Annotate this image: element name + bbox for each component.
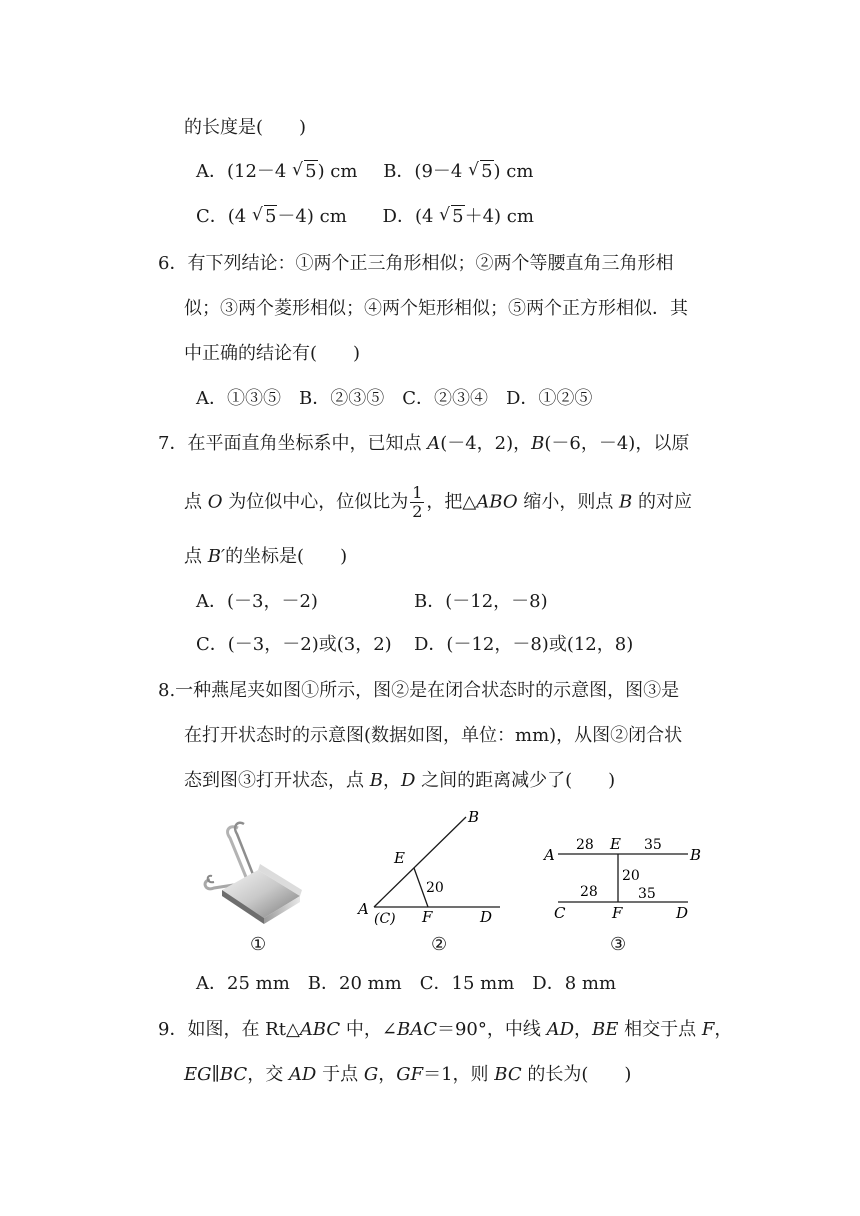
figure-caption-1: ①: [250, 934, 267, 955]
label-f: F: [422, 908, 433, 926]
binder-clip-figure: [200, 818, 310, 928]
label-b: B: [468, 808, 480, 826]
length-fd: 35: [638, 886, 656, 902]
closed-state-diagram: [352, 806, 508, 926]
ratio-fraction: $\frac{1}{2}$: [412, 483, 423, 521]
label-c: (C): [374, 911, 396, 926]
q9-stem-line1: 9．如图，在 Rt△ABC 中，∠BAC＝90°，中线 AD，BE 相交于点 F，: [158, 1019, 733, 1040]
q5-option-d: D．(4 √ 5＋4) cm: [383, 205, 534, 229]
q6-stem-line2: 似；③两个菱形相似；④两个矩形相似；⑤两个正方形相似．其: [184, 298, 688, 319]
label-b3: B: [690, 846, 702, 864]
length-eb: 35: [644, 837, 662, 853]
q7-option-b: B．(－12，－8): [414, 591, 548, 612]
q5-stem: 的长度是( ): [184, 117, 307, 138]
label-c3: C: [554, 904, 566, 922]
q5-option-c: C．(4 √ 5－4) cm: [196, 205, 347, 229]
q5-options-row1: [196, 160, 533, 184]
q8-stem-line2: 在打开状态时的示意图(数据如图，单位：mm)，从图②闭合状: [184, 725, 683, 746]
length-ef: 20: [426, 880, 444, 896]
q7-stem-line3: 点 B′的坐标是( ): [184, 546, 348, 567]
figure-caption-2: ②: [431, 934, 448, 955]
label-d3: D: [676, 904, 689, 922]
label-e: E: [394, 849, 405, 867]
q6-stem-line3: 中正确的结论有( ): [184, 343, 361, 364]
q8-options: A．25 mm B．20 mm C．15 mm D．8 mm: [196, 973, 617, 994]
label-e3: E: [610, 835, 621, 853]
q5-option-a: A．(12－4 √ 5) cm: [196, 160, 357, 184]
q7-stem-line2: 点 O 为位似中心，位似比为 $\frac{1}{2}$ ，把△ABO 缩小，则点 B 的对应: [184, 483, 693, 521]
label-f3: F: [612, 904, 623, 922]
length-cf: 28: [580, 884, 598, 900]
q5-option-b: B．(9－4 √ 5) cm: [383, 160, 533, 184]
label-d: D: [480, 908, 493, 926]
q8-stem-line3: 态到图③打开状态，点 B，D 之间的距离减少了( ): [184, 770, 616, 791]
figure-caption-3: ③: [610, 934, 627, 955]
q9-stem-line2: EG∥BC，交 AD 于点 G，GF＝1，则 BC 的长为( ): [184, 1064, 632, 1085]
q6-options: A．①③⑤ B．②③⑤ C．②③④ D．①②⑤: [196, 388, 593, 409]
open-state-diagram: [540, 830, 710, 926]
length-ae: 28: [576, 837, 594, 853]
length-ef3: 20: [622, 868, 640, 884]
q7-option-c: C．(－3，－2)或(3，2): [196, 634, 392, 655]
label-a: A: [358, 900, 369, 918]
q7-option-a: A．(－3，－2): [196, 591, 318, 612]
label-a3: A: [544, 846, 555, 864]
q7-stem-line1: 7．在平面直角坐标系中，已知点 A(－4，2)，B(－6，－4)，以原: [158, 433, 690, 454]
q5-options-row2: [196, 205, 534, 229]
q6-stem-line1: 6．有下列结论：①两个正三角形相似；②两个等腰直角三角形相: [158, 253, 674, 274]
q7-option-d: D．(－12，－8)或(12，8): [414, 634, 634, 655]
q8-stem-line1: 8.一种燕尾夹如图①所示，图②是在闭合状态时的示意图，图③是: [158, 680, 680, 701]
